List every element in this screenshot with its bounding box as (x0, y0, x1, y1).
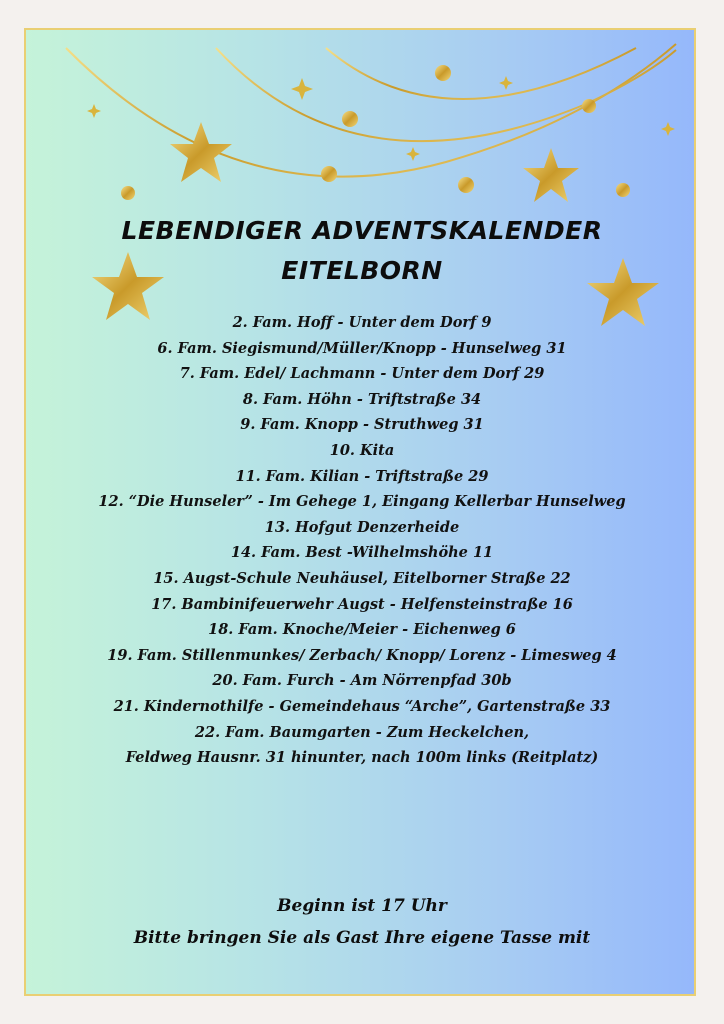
sparkle-icon (661, 122, 675, 136)
ornament-ball-icon (435, 65, 451, 81)
list-item: 9. Fam. Knopp - Struthweg 31 (240, 416, 484, 434)
sparkle-icon (499, 76, 513, 90)
list-item: 21. Kindernothilfe - Gemeindehaus “Arche”, Gartenstraße 33 (113, 697, 611, 715)
hanging-star-icon (523, 148, 579, 202)
ornament-ball-icon (458, 177, 474, 193)
ornament-ball-icon (321, 166, 337, 182)
list-item: 22. Fam. Baumgarten - Zum Heckelchen, (194, 723, 530, 741)
list-item: 20. Fam. Furch - Am Nörrenpfad 30b (212, 672, 512, 690)
list-item: 13. Hofgut Denzerheide (264, 518, 460, 536)
list-item: Feldweg Hausnr. 31 hinunter, nach 100m links (Reitplatz) (125, 749, 599, 767)
hanging-star-icon (170, 122, 232, 182)
list-item: 6. Fam. Siegismund/Müller/Knopp - Hunselweg 31 (157, 339, 567, 357)
list-item: 7. Fam. Edel/ Lachmann - Unter dem Dorf 29 (179, 365, 545, 383)
list-item: 15. Augst-Schule Neuhäusel, Eitelborner Straße 22 (153, 569, 571, 587)
list-item: 17. Bambinifeuerwehr Augst - Helfensteinstraße 16 (151, 595, 573, 613)
list-item: 2. Fam. Hoff - Unter dem Dorf 9 (232, 314, 492, 331)
list-item: 14. Fam. Best -Wilhelmshöhe 11 (230, 544, 494, 562)
list-item: 8. Fam. Höhn - Triftstraße 34 (242, 390, 482, 408)
bring-cup-note: Bitte bringen Sie als Gast Ihre eigene Tasse mit (133, 928, 591, 948)
list-item: 12. “Die Hunseler” - Im Gehege 1, Eingang Kellerbar Hunselweg (98, 493, 626, 511)
start-time-note: Beginn ist 17 Uhr (277, 896, 447, 916)
ornament-ball-icon (582, 99, 596, 113)
sparkle-icon (87, 104, 101, 118)
list-item: 18. Fam. Knoche/Meier - Eichenweg 6 (208, 621, 516, 639)
sparkle-icon (291, 78, 313, 100)
advent-calendar-poster (24, 28, 696, 996)
list-item: 10. Kita (329, 441, 395, 459)
sparkle-icon (406, 147, 420, 161)
list-item: 19. Fam. Stillenmunkes/ Zerbach/ Knopp/ Lorenz - Limesweg 4 (107, 646, 617, 664)
ornament-ball-icon (342, 111, 358, 127)
page-title: LEBENDIGER ADVENTSKALENDER (121, 216, 603, 245)
calendar-entry-list (26, 310, 696, 771)
page-subtitle-location: EITELBORN (281, 256, 443, 285)
garland-icon (326, 48, 636, 99)
list-item: 11. Fam. Kilian - Triftstraße 29 (235, 467, 489, 485)
